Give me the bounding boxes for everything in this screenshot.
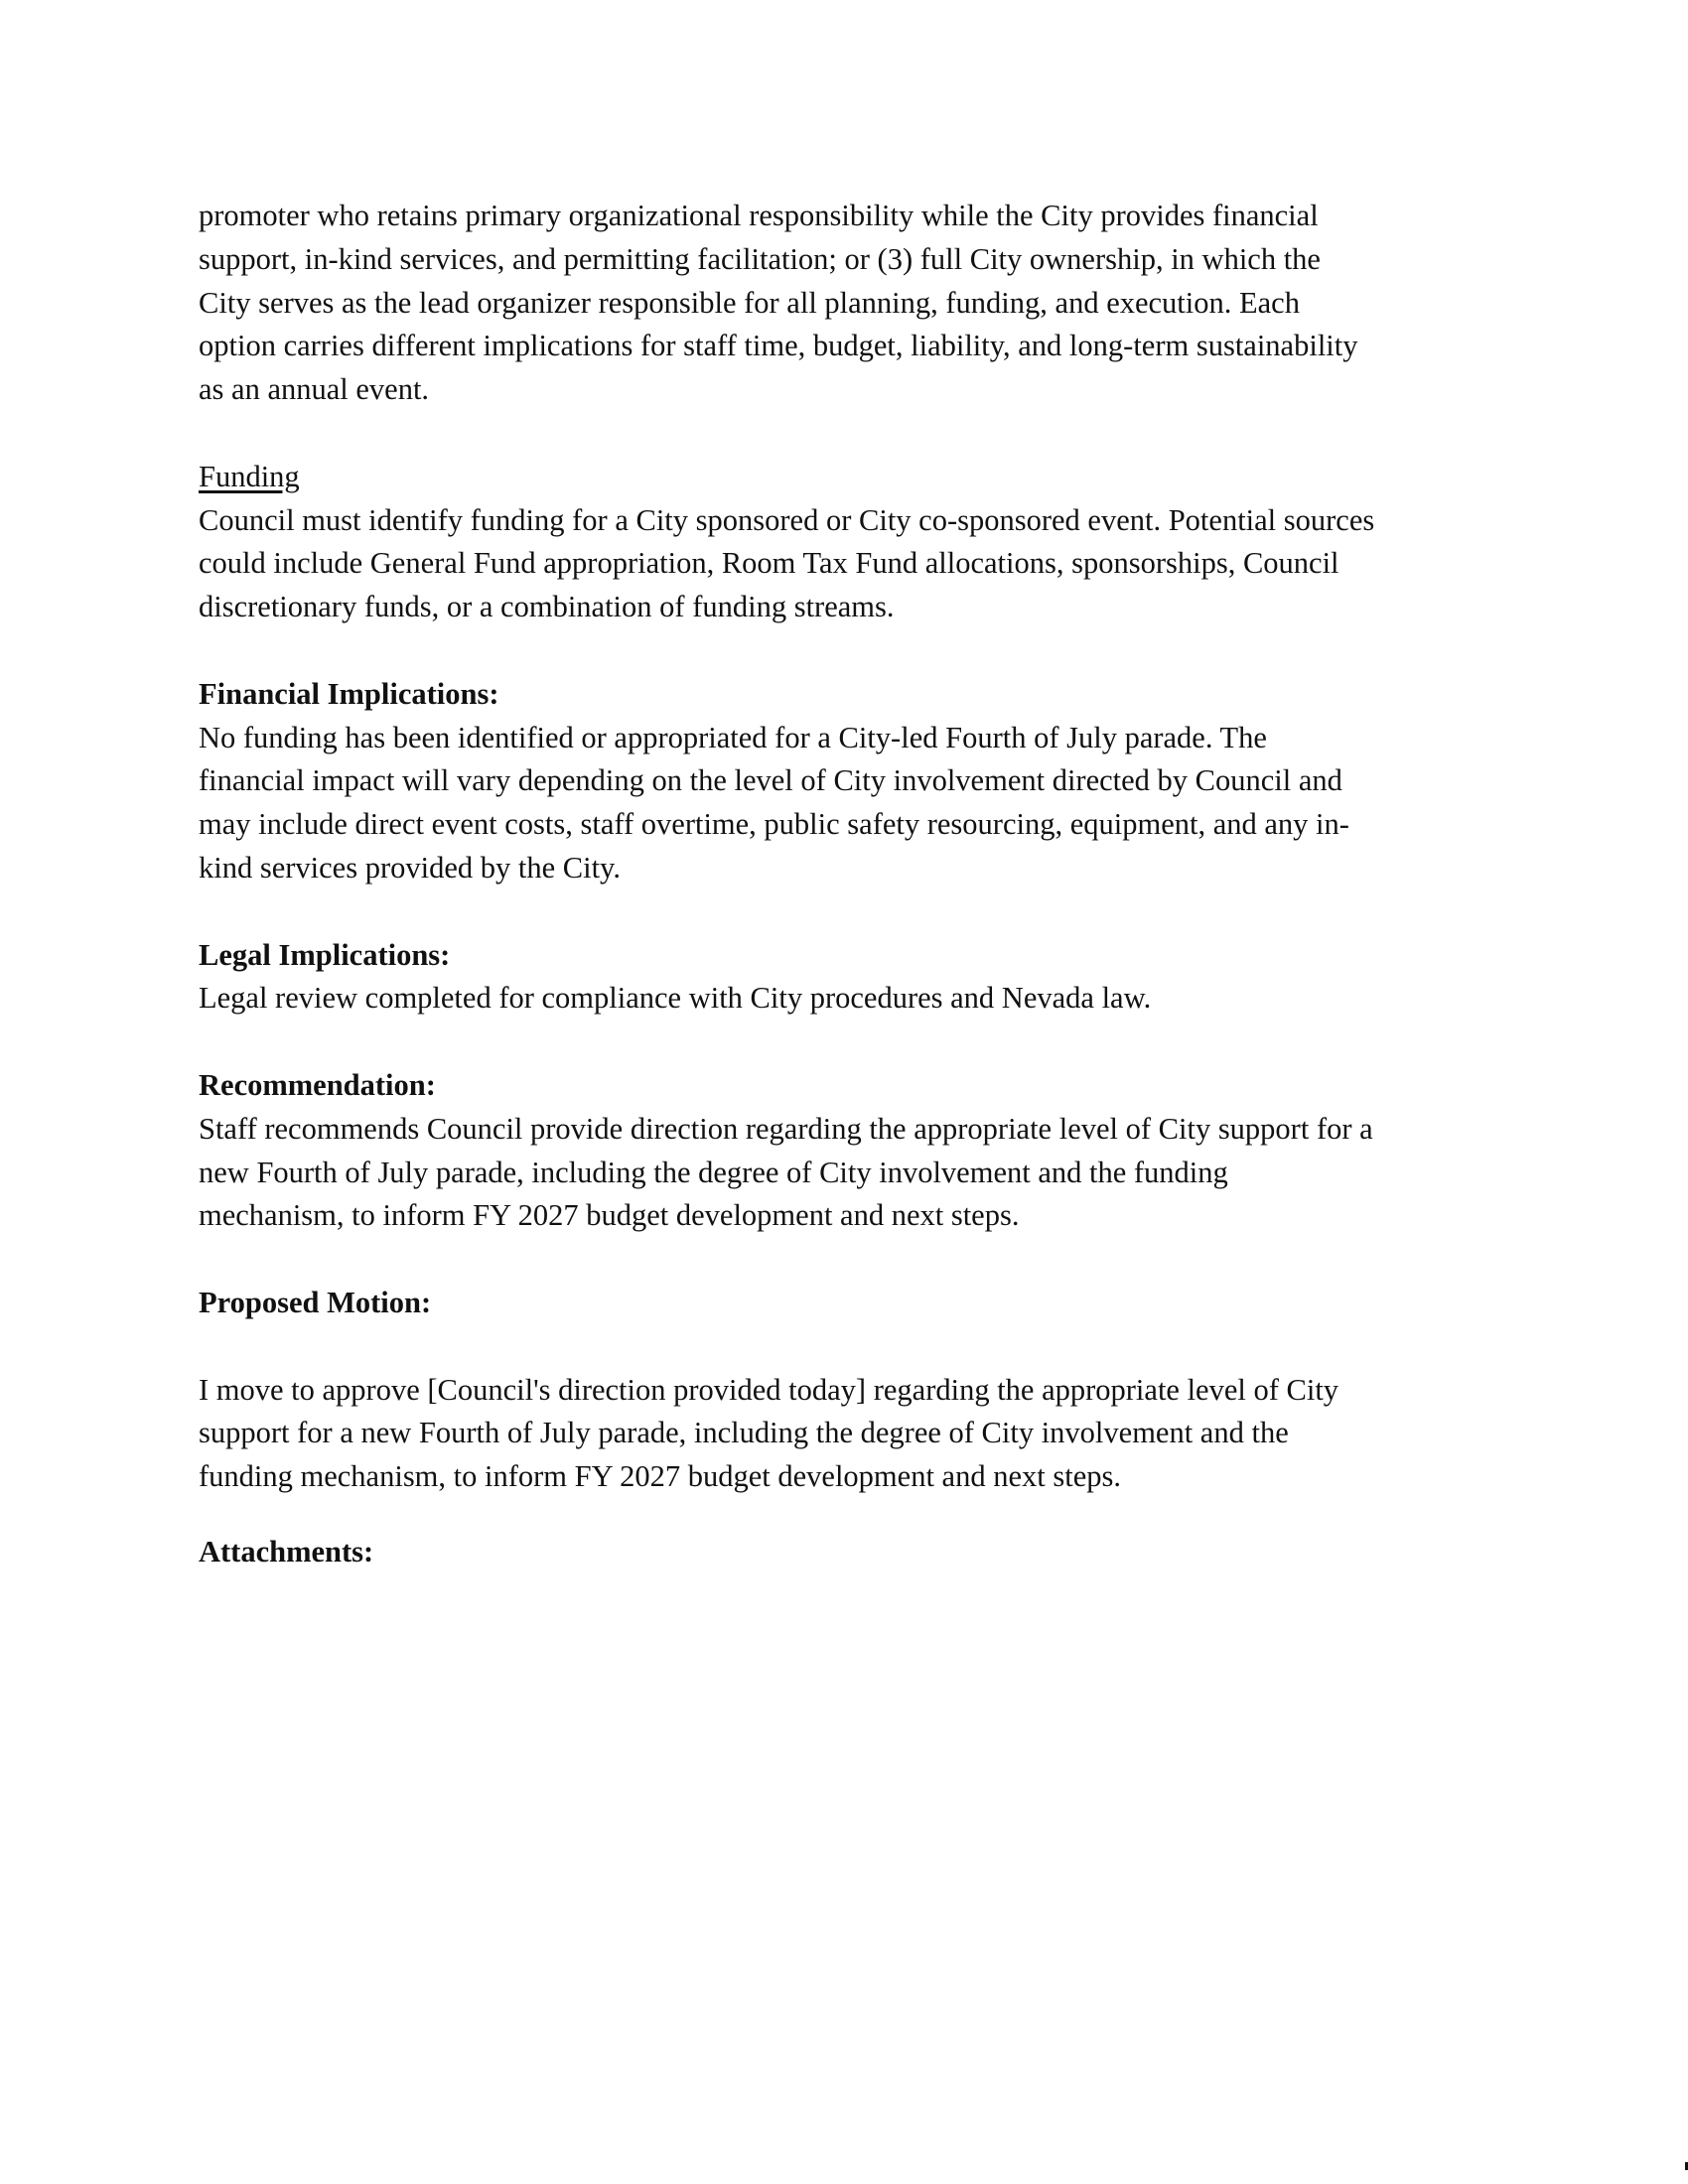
financial-implications-heading: Financial Implications: (199, 676, 499, 711)
spacer (199, 412, 1489, 456)
spacer (199, 1238, 1489, 1282)
proposed-motion-paragraph: I move to approve [Council's direction provided today] regarding the appropriate level of City support for a new Fourth of July parade, including the degree of City involvement and the funding mechanism, to inform FY 2027 budget development and next steps. (199, 1372, 1339, 1494)
legal-implications-heading: Legal Implications: (199, 937, 451, 972)
recommendation-heading: Recommendation: (199, 1067, 436, 1102)
funding-paragraph: Council must identify funding for a City sponsored or City co-sponsored event. Potential sources could include General Fund appropriation, Room Tax Fund allocations, sponsorships, Council discretionary funds, or a combination of funding streams. (199, 502, 1375, 624)
spacer (199, 1021, 1489, 1064)
spacer (199, 629, 1489, 673)
spacer (199, 890, 1489, 934)
funding-heading: Funding (199, 459, 300, 493)
recommendation-paragraph: Staff recommends Council provide direction regarding the appropriate level of City support for a new Fourth of July parade, including the degree of City involvement and the funding mechanism, to inform FY 2027 budget development and next steps. (199, 1111, 1373, 1233)
proposed-motion-heading: Proposed Motion: (199, 1285, 432, 1319)
legal-implications-paragraph: Legal review completed for compliance with City procedures and Nevada law. (199, 981, 1152, 1016)
spacer (199, 1499, 1489, 1531)
intro-paragraph: promoter who retains primary organizational responsibility while the City provides financial support, in-kind services, and permitting facilitation; or (3) full City ownership, in which the City serves as the lead organizer responsible for all planning, funding, and execution. Each option carries different implications for staff time, budget, liability, and long-term sustainability as an annual event. (199, 199, 1358, 407)
financial-implications-paragraph: No funding has been identified or appropriated for a City-led Fourth of July parade. The financial impact will vary depending on the level of City involvement directed by Council and may include direct event costs, staff overtime, public safety resourcing, equipment, and any in- kind services provided by the City. (199, 720, 1349, 885)
spacer (199, 1325, 1489, 1369)
attachments-heading: Attachments: (199, 1534, 374, 1569)
document-page (199, 195, 1489, 1574)
